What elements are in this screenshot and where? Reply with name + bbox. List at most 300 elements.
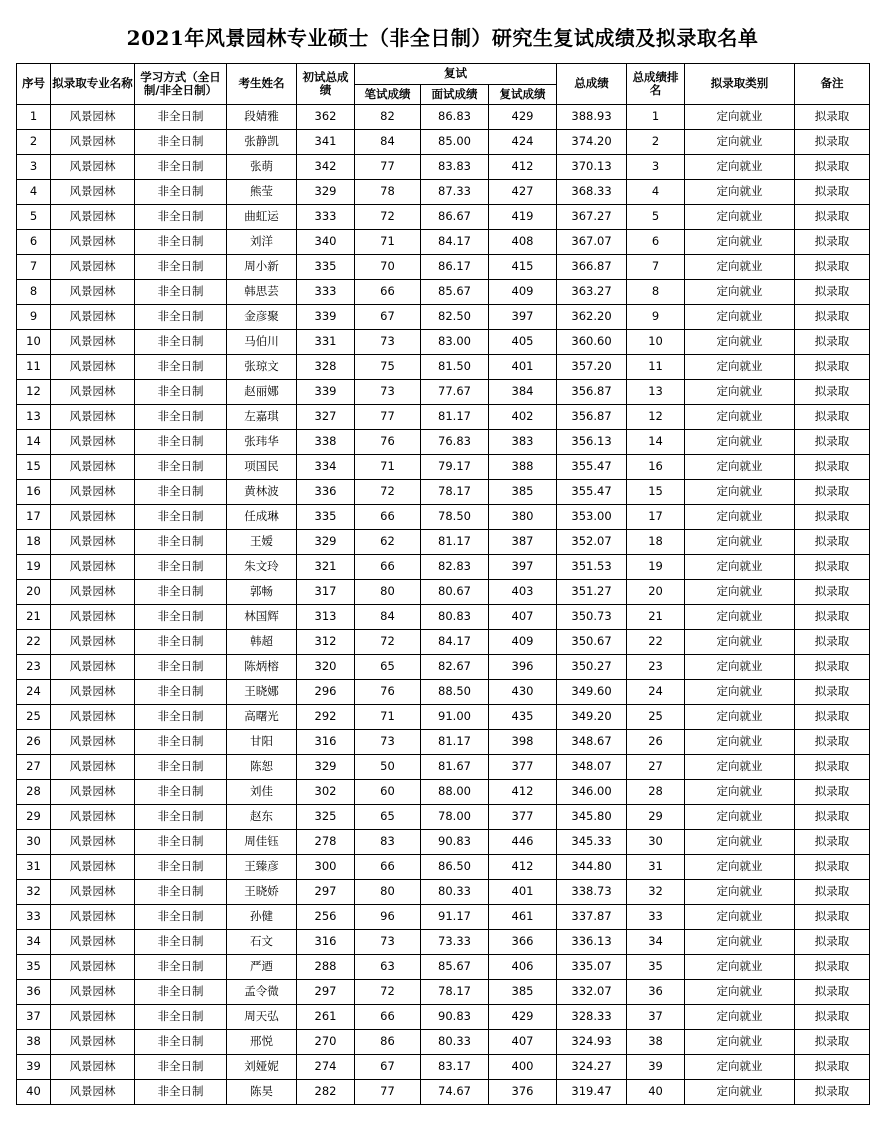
cell-major: 风景园林	[51, 380, 135, 405]
cell-total: 367.07	[557, 230, 627, 255]
cell-seq: 36	[17, 980, 51, 1005]
cell-retest-total: 366	[489, 930, 557, 955]
cell-name: 张萌	[227, 155, 297, 180]
cell-name: 王晓娇	[227, 880, 297, 905]
cell-category: 定向就业	[685, 630, 795, 655]
cell-study-mode: 非全日制	[135, 380, 227, 405]
cell-remark: 拟录取	[795, 980, 870, 1005]
cell-interview: 85.67	[421, 955, 489, 980]
cell-initial-total: 329	[297, 530, 355, 555]
table-row	[17, 230, 870, 255]
cell-name: 刘洋	[227, 230, 297, 255]
cell-major: 风景园林	[51, 930, 135, 955]
cell-initial-total: 292	[297, 705, 355, 730]
cell-retest-total: 400	[489, 1055, 557, 1080]
cell-seq: 31	[17, 855, 51, 880]
cell-major: 风景园林	[51, 630, 135, 655]
cell-rank: 18	[627, 530, 685, 555]
cell-written: 65	[355, 655, 421, 680]
cell-major: 风景园林	[51, 805, 135, 830]
cell-retest-total: 427	[489, 180, 557, 205]
cell-major: 风景园林	[51, 605, 135, 630]
cell-interview: 81.17	[421, 405, 489, 430]
cell-seq: 39	[17, 1055, 51, 1080]
cell-initial-total: 261	[297, 1005, 355, 1030]
cell-seq: 5	[17, 205, 51, 230]
cell-initial-total: 329	[297, 180, 355, 205]
cell-remark: 拟录取	[795, 805, 870, 830]
cell-initial-total: 316	[297, 930, 355, 955]
table-row	[17, 905, 870, 930]
table-row	[17, 955, 870, 980]
cell-name: 张静凯	[227, 130, 297, 155]
cell-category: 定向就业	[685, 680, 795, 705]
cell-retest-total: 430	[489, 680, 557, 705]
cell-total: 351.53	[557, 555, 627, 580]
cell-rank: 12	[627, 405, 685, 430]
cell-retest-total: 429	[489, 1005, 557, 1030]
cell-seq: 4	[17, 180, 51, 205]
cell-seq: 37	[17, 1005, 51, 1030]
cell-retest-total: 401	[489, 355, 557, 380]
cell-retest-total: 397	[489, 555, 557, 580]
cell-total: 349.60	[557, 680, 627, 705]
cell-category: 定向就业	[685, 705, 795, 730]
cell-retest-total: 415	[489, 255, 557, 280]
cell-seq: 10	[17, 330, 51, 355]
cell-total: 348.07	[557, 755, 627, 780]
cell-initial-total: 312	[297, 630, 355, 655]
cell-remark: 拟录取	[795, 255, 870, 280]
cell-name: 金彦聚	[227, 305, 297, 330]
table-row	[17, 255, 870, 280]
cell-category: 定向就业	[685, 905, 795, 930]
cell-study-mode: 非全日制	[135, 155, 227, 180]
table-row	[17, 505, 870, 530]
cell-remark: 拟录取	[795, 855, 870, 880]
cell-study-mode: 非全日制	[135, 355, 227, 380]
table-row	[17, 880, 870, 905]
cell-category: 定向就业	[685, 1055, 795, 1080]
table-row	[17, 755, 870, 780]
cell-remark: 拟录取	[795, 205, 870, 230]
cell-written: 66	[355, 1005, 421, 1030]
cell-name: 郭畅	[227, 580, 297, 605]
cell-initial-total: 339	[297, 380, 355, 405]
cell-written: 71	[355, 230, 421, 255]
cell-major: 风景园林	[51, 305, 135, 330]
cell-major: 风景园林	[51, 105, 135, 130]
cell-rank: 14	[627, 430, 685, 455]
cell-initial-total: 339	[297, 305, 355, 330]
cell-seq: 14	[17, 430, 51, 455]
cell-category: 定向就业	[685, 855, 795, 880]
cell-rank: 34	[627, 930, 685, 955]
cell-study-mode: 非全日制	[135, 255, 227, 280]
cell-interview: 85.67	[421, 280, 489, 305]
table-row	[17, 730, 870, 755]
cell-rank: 15	[627, 480, 685, 505]
cell-name: 严迺	[227, 955, 297, 980]
cell-interview: 76.83	[421, 430, 489, 455]
cell-initial-total: 274	[297, 1055, 355, 1080]
table-row	[17, 180, 870, 205]
cell-interview: 73.33	[421, 930, 489, 955]
cell-major: 风景园林	[51, 1080, 135, 1105]
cell-major: 风景园林	[51, 955, 135, 980]
cell-name: 陈昊	[227, 1080, 297, 1105]
admission-results-table	[16, 63, 870, 1105]
cell-total: 362.20	[557, 305, 627, 330]
cell-study-mode: 非全日制	[135, 830, 227, 855]
cell-category: 定向就业	[685, 405, 795, 430]
cell-interview: 82.83	[421, 555, 489, 580]
cell-remark: 拟录取	[795, 1055, 870, 1080]
table-row	[17, 1055, 870, 1080]
cell-retest-total: 405	[489, 330, 557, 355]
cell-written: 66	[355, 555, 421, 580]
cell-interview: 83.17	[421, 1055, 489, 1080]
cell-major: 风景园林	[51, 355, 135, 380]
cell-rank: 30	[627, 830, 685, 855]
cell-major: 风景园林	[51, 705, 135, 730]
cell-interview: 80.33	[421, 880, 489, 905]
cell-major: 风景园林	[51, 255, 135, 280]
cell-initial-total: 297	[297, 980, 355, 1005]
cell-interview: 91.00	[421, 705, 489, 730]
cell-written: 75	[355, 355, 421, 380]
header-name: 考生姓名	[227, 64, 297, 105]
cell-major: 风景园林	[51, 655, 135, 680]
cell-rank: 31	[627, 855, 685, 880]
cell-major: 风景园林	[51, 455, 135, 480]
cell-initial-total: 320	[297, 655, 355, 680]
cell-seq: 27	[17, 755, 51, 780]
cell-category: 定向就业	[685, 980, 795, 1005]
cell-seq: 6	[17, 230, 51, 255]
cell-rank: 28	[627, 780, 685, 805]
cell-study-mode: 非全日制	[135, 680, 227, 705]
table-row	[17, 580, 870, 605]
cell-study-mode: 非全日制	[135, 730, 227, 755]
cell-interview: 84.17	[421, 230, 489, 255]
cell-rank: 20	[627, 580, 685, 605]
cell-seq: 20	[17, 580, 51, 605]
cell-seq: 26	[17, 730, 51, 755]
cell-major: 风景园林	[51, 330, 135, 355]
cell-retest-total: 401	[489, 880, 557, 905]
cell-interview: 78.50	[421, 505, 489, 530]
cell-total: 345.33	[557, 830, 627, 855]
table-row	[17, 680, 870, 705]
cell-study-mode: 非全日制	[135, 555, 227, 580]
cell-initial-total: 329	[297, 755, 355, 780]
cell-initial-total: 325	[297, 805, 355, 830]
table-row	[17, 555, 870, 580]
cell-written: 78	[355, 180, 421, 205]
cell-initial-total: 316	[297, 730, 355, 755]
cell-category: 定向就业	[685, 1030, 795, 1055]
cell-seq: 22	[17, 630, 51, 655]
cell-interview: 88.00	[421, 780, 489, 805]
cell-interview: 79.17	[421, 455, 489, 480]
cell-major: 风景园林	[51, 780, 135, 805]
cell-category: 定向就业	[685, 805, 795, 830]
cell-category: 定向就业	[685, 780, 795, 805]
cell-retest-total: 376	[489, 1080, 557, 1105]
cell-interview: 83.00	[421, 330, 489, 355]
cell-retest-total: 406	[489, 955, 557, 980]
cell-name: 孟令微	[227, 980, 297, 1005]
cell-category: 定向就业	[685, 955, 795, 980]
cell-retest-total: 407	[489, 1030, 557, 1055]
table-row	[17, 655, 870, 680]
cell-written: 62	[355, 530, 421, 555]
header-interview: 面试成绩	[421, 84, 489, 105]
cell-seq: 8	[17, 280, 51, 305]
header-retest-total: 复试成绩	[489, 84, 557, 105]
cell-rank: 26	[627, 730, 685, 755]
cell-total: 355.47	[557, 455, 627, 480]
cell-seq: 7	[17, 255, 51, 280]
cell-interview: 81.50	[421, 355, 489, 380]
cell-initial-total: 270	[297, 1030, 355, 1055]
cell-major: 风景园林	[51, 730, 135, 755]
cell-seq: 29	[17, 805, 51, 830]
cell-major: 风景园林	[51, 205, 135, 230]
cell-total: 344.80	[557, 855, 627, 880]
cell-name: 马伯川	[227, 330, 297, 355]
cell-major: 风景园林	[51, 155, 135, 180]
cell-major: 风景园林	[51, 280, 135, 305]
cell-study-mode: 非全日制	[135, 905, 227, 930]
cell-rank: 11	[627, 355, 685, 380]
cell-written: 80	[355, 580, 421, 605]
cell-interview: 90.83	[421, 830, 489, 855]
cell-total: 349.20	[557, 705, 627, 730]
cell-written: 73	[355, 730, 421, 755]
cell-category: 定向就业	[685, 755, 795, 780]
cell-total: 332.07	[557, 980, 627, 1005]
table-row	[17, 305, 870, 330]
cell-interview: 85.00	[421, 130, 489, 155]
cell-study-mode: 非全日制	[135, 530, 227, 555]
cell-total: 328.33	[557, 1005, 627, 1030]
cell-written: 71	[355, 455, 421, 480]
table-row	[17, 205, 870, 230]
cell-category: 定向就业	[685, 530, 795, 555]
cell-study-mode: 非全日制	[135, 605, 227, 630]
cell-name: 陈炳榕	[227, 655, 297, 680]
header-major: 拟录取专业名称	[51, 64, 135, 105]
cell-name: 陈恕	[227, 755, 297, 780]
cell-total: 356.87	[557, 405, 627, 430]
cell-retest-total: 396	[489, 655, 557, 680]
cell-initial-total: 335	[297, 505, 355, 530]
cell-remark: 拟录取	[795, 305, 870, 330]
cell-total: 350.27	[557, 655, 627, 680]
cell-category: 定向就业	[685, 180, 795, 205]
cell-interview: 80.83	[421, 605, 489, 630]
cell-total: 324.27	[557, 1055, 627, 1080]
cell-rank: 37	[627, 1005, 685, 1030]
cell-retest-total: 380	[489, 505, 557, 530]
cell-total: 366.87	[557, 255, 627, 280]
cell-written: 66	[355, 505, 421, 530]
cell-remark: 拟录取	[795, 555, 870, 580]
cell-total: 356.13	[557, 430, 627, 455]
cell-major: 风景园林	[51, 505, 135, 530]
cell-study-mode: 非全日制	[135, 330, 227, 355]
cell-total: 360.60	[557, 330, 627, 355]
cell-rank: 23	[627, 655, 685, 680]
table-row	[17, 530, 870, 555]
cell-rank: 27	[627, 755, 685, 780]
cell-interview: 82.50	[421, 305, 489, 330]
cell-name: 周天弘	[227, 1005, 297, 1030]
cell-initial-total: 321	[297, 555, 355, 580]
cell-study-mode: 非全日制	[135, 130, 227, 155]
cell-seq: 28	[17, 780, 51, 805]
cell-study-mode: 非全日制	[135, 455, 227, 480]
cell-retest-total: 407	[489, 605, 557, 630]
cell-total: 319.47	[557, 1080, 627, 1105]
table-row	[17, 605, 870, 630]
cell-written: 76	[355, 430, 421, 455]
cell-rank: 1	[627, 105, 685, 130]
cell-seq: 30	[17, 830, 51, 855]
cell-rank: 39	[627, 1055, 685, 1080]
cell-retest-total: 385	[489, 480, 557, 505]
cell-category: 定向就业	[685, 830, 795, 855]
cell-major: 风景园林	[51, 130, 135, 155]
cell-category: 定向就业	[685, 880, 795, 905]
cell-written: 73	[355, 380, 421, 405]
cell-retest-total: 412	[489, 780, 557, 805]
cell-name: 周佳钰	[227, 830, 297, 855]
header-remark: 备注	[795, 64, 870, 105]
cell-major: 风景园林	[51, 180, 135, 205]
cell-name: 刘娅妮	[227, 1055, 297, 1080]
cell-retest-total: 461	[489, 905, 557, 930]
cell-seq: 3	[17, 155, 51, 180]
cell-study-mode: 非全日制	[135, 205, 227, 230]
cell-seq: 35	[17, 955, 51, 980]
cell-retest-total: 385	[489, 980, 557, 1005]
cell-study-mode: 非全日制	[135, 855, 227, 880]
cell-retest-total: 388	[489, 455, 557, 480]
cell-seq: 33	[17, 905, 51, 930]
table-row	[17, 1080, 870, 1105]
cell-category: 定向就业	[685, 230, 795, 255]
cell-major: 风景园林	[51, 430, 135, 455]
cell-written: 72	[355, 980, 421, 1005]
cell-total: 388.93	[557, 105, 627, 130]
cell-seq: 34	[17, 930, 51, 955]
cell-category: 定向就业	[685, 555, 795, 580]
cell-seq: 23	[17, 655, 51, 680]
cell-retest-total: 424	[489, 130, 557, 155]
cell-remark: 拟录取	[795, 905, 870, 930]
cell-remark: 拟录取	[795, 930, 870, 955]
cell-written: 66	[355, 855, 421, 880]
cell-initial-total: 313	[297, 605, 355, 630]
cell-seq: 25	[17, 705, 51, 730]
cell-category: 定向就业	[685, 280, 795, 305]
table-header	[17, 64, 870, 105]
cell-rank: 19	[627, 555, 685, 580]
cell-major: 风景园林	[51, 230, 135, 255]
cell-retest-total: 446	[489, 830, 557, 855]
cell-seq: 15	[17, 455, 51, 480]
cell-retest-total: 429	[489, 105, 557, 130]
header-written: 笔试成绩	[355, 84, 421, 105]
cell-retest-total: 412	[489, 155, 557, 180]
cell-written: 65	[355, 805, 421, 830]
cell-initial-total: 300	[297, 855, 355, 880]
cell-remark: 拟录取	[795, 230, 870, 255]
table-row	[17, 355, 870, 380]
cell-study-mode: 非全日制	[135, 755, 227, 780]
cell-interview: 87.33	[421, 180, 489, 205]
cell-total: 337.87	[557, 905, 627, 930]
cell-name: 朱文玲	[227, 555, 297, 580]
cell-remark: 拟录取	[795, 630, 870, 655]
cell-study-mode: 非全日制	[135, 480, 227, 505]
cell-major: 风景园林	[51, 830, 135, 855]
cell-remark: 拟录取	[795, 880, 870, 905]
cell-name: 张琼文	[227, 355, 297, 380]
header-study-mode: 学习方式（全日制/非全日制）	[135, 64, 227, 105]
cell-initial-total: 278	[297, 830, 355, 855]
cell-study-mode: 非全日制	[135, 805, 227, 830]
cell-study-mode: 非全日制	[135, 705, 227, 730]
cell-remark: 拟录取	[795, 280, 870, 305]
cell-major: 风景园林	[51, 680, 135, 705]
cell-written: 73	[355, 330, 421, 355]
cell-total: 350.67	[557, 630, 627, 655]
cell-written: 76	[355, 680, 421, 705]
cell-name: 熊莹	[227, 180, 297, 205]
table-row	[17, 130, 870, 155]
table-row	[17, 280, 870, 305]
cell-rank: 6	[627, 230, 685, 255]
cell-retest-total: 384	[489, 380, 557, 405]
table-row	[17, 1030, 870, 1055]
cell-seq: 16	[17, 480, 51, 505]
cell-interview: 84.17	[421, 630, 489, 655]
cell-remark: 拟录取	[795, 355, 870, 380]
cell-retest-total: 377	[489, 805, 557, 830]
cell-interview: 86.17	[421, 255, 489, 280]
cell-study-mode: 非全日制	[135, 580, 227, 605]
cell-initial-total: 256	[297, 905, 355, 930]
cell-total: 363.27	[557, 280, 627, 305]
cell-initial-total: 336	[297, 480, 355, 505]
cell-rank: 7	[627, 255, 685, 280]
table-row	[17, 930, 870, 955]
cell-initial-total: 333	[297, 205, 355, 230]
cell-initial-total: 331	[297, 330, 355, 355]
cell-name: 赵丽娜	[227, 380, 297, 405]
cell-major: 风景园林	[51, 555, 135, 580]
cell-major: 风景园林	[51, 880, 135, 905]
cell-written: 73	[355, 930, 421, 955]
cell-rank: 22	[627, 630, 685, 655]
cell-remark: 拟录取	[795, 1030, 870, 1055]
cell-name: 林国辉	[227, 605, 297, 630]
cell-initial-total: 334	[297, 455, 355, 480]
